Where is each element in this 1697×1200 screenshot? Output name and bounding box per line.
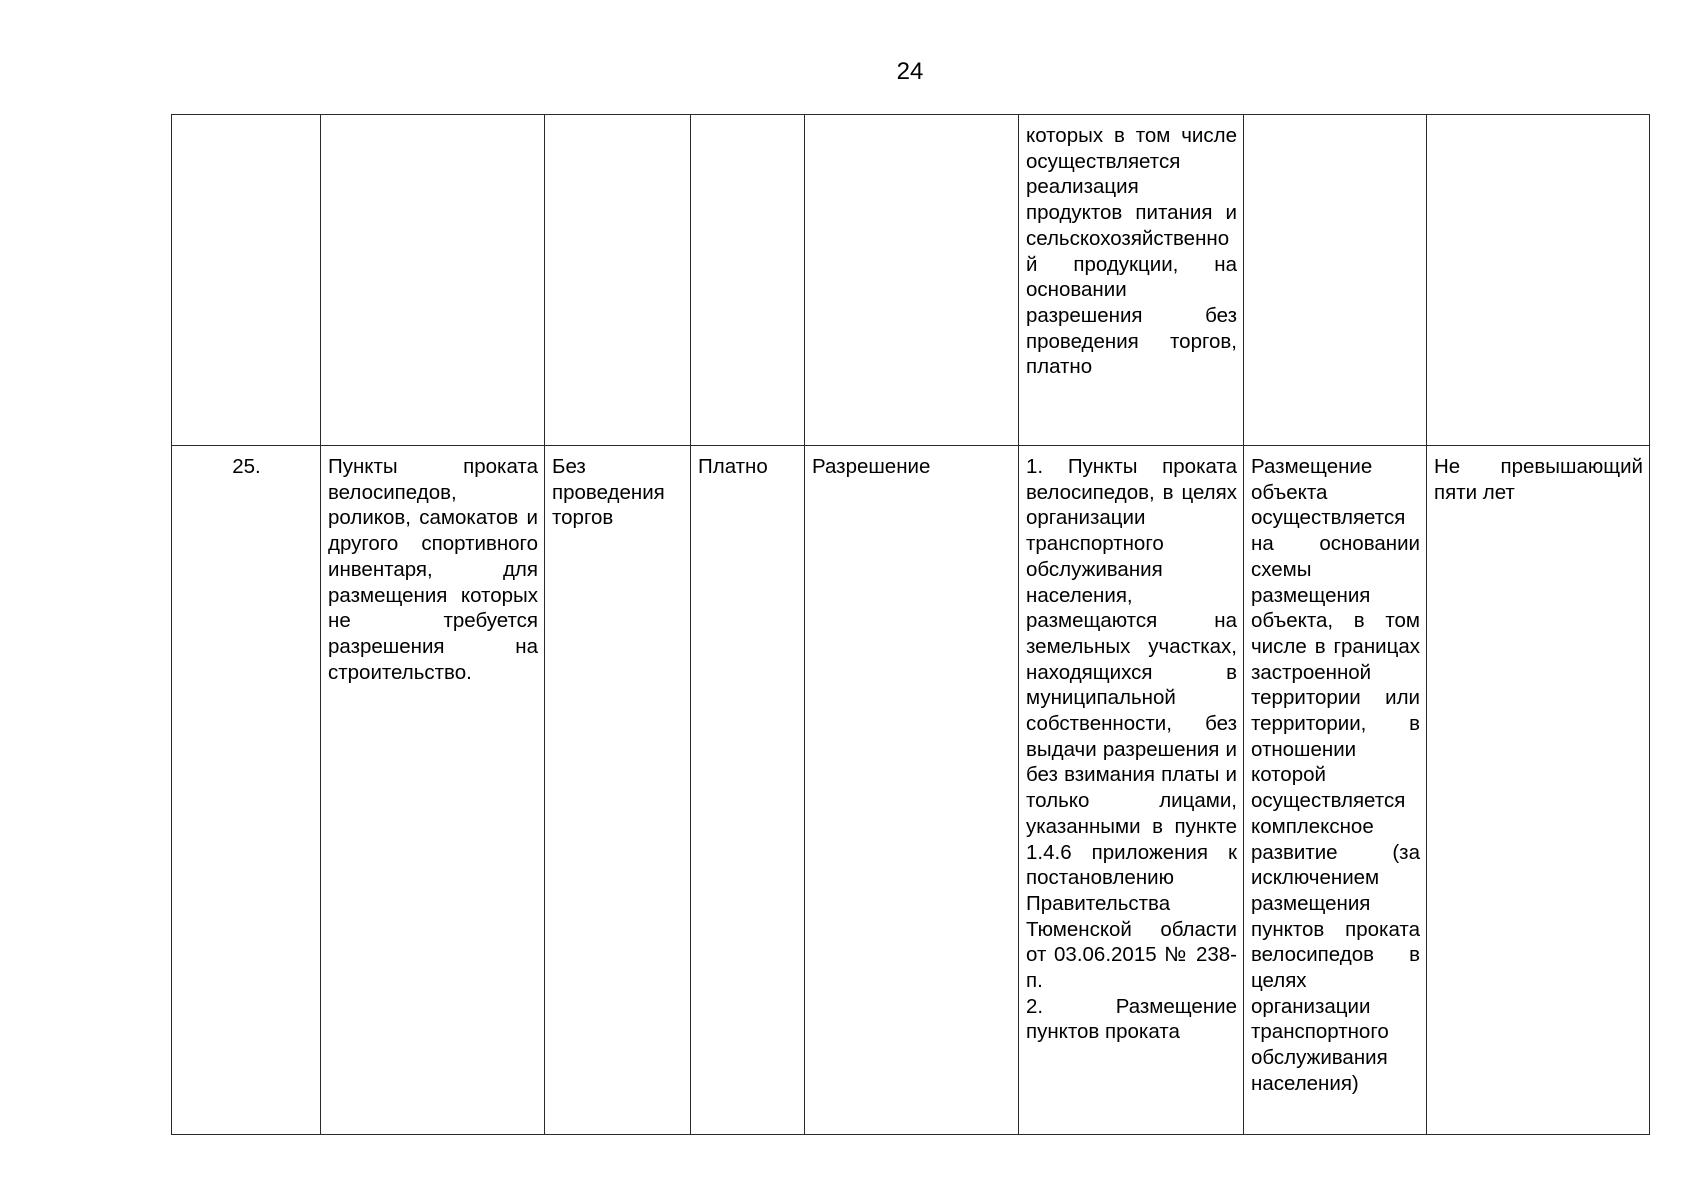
cell-object-type: Пункты проката велосипедов, роликов, самокатов и другого спортивного инвентаря, для размещения которых не требуется разрешения на строительство.	[321, 446, 545, 1135]
cell-basis	[805, 115, 1019, 446]
cell-term	[1427, 115, 1650, 446]
cell-number: 25.	[172, 446, 321, 1135]
cell-number	[172, 115, 321, 446]
page-number: 24	[896, 58, 924, 85]
conditions-item-2: 2. Размещение пунктов проката	[1026, 994, 1237, 1044]
cell-procedure: Без проведения торгов	[545, 446, 691, 1135]
cell-basis: Разрешение	[805, 446, 1019, 1135]
cell-procedure	[545, 115, 691, 446]
cell-term: Не превышающий пяти лет	[1427, 446, 1650, 1135]
cell-object-type	[321, 115, 545, 446]
table-row-25	[172, 446, 1650, 1135]
cell-placement: Размещение объекта осуществляется на основании схемы размещения объекта, в том числе в границах застроенной территории или территории, в отношении которой осуществляется комплексное развитие (за исключением размещения пунктов проката велосипедов в целях организации транспортного обслуживания населения)	[1244, 446, 1427, 1135]
cell-payment	[691, 115, 805, 446]
document-table	[171, 114, 1650, 1135]
cell-payment: Платно	[691, 446, 805, 1135]
conditions-item-1: 1. Пункты проката велосипедов, в целях организации транспортного обслуживания населения, размещаются на земельных участках, находящихся в муниципальной собственности, без выдачи разрешения и без взимания платы и только лицами, указанными в пункте 1.4.6 приложения к постановлению Правительства Тюменской области от 03.06.2015 № 238-п.	[1026, 455, 1237, 993]
cell-conditions: которых в том числе осуществляется реализация продуктов питания и сельскохозяйственной продукции, на основании разрешения без проведения торгов, платно	[1019, 115, 1244, 446]
cell-conditions	[1019, 446, 1244, 1135]
table-row-continued	[172, 115, 1650, 446]
cell-placement	[1244, 115, 1427, 446]
